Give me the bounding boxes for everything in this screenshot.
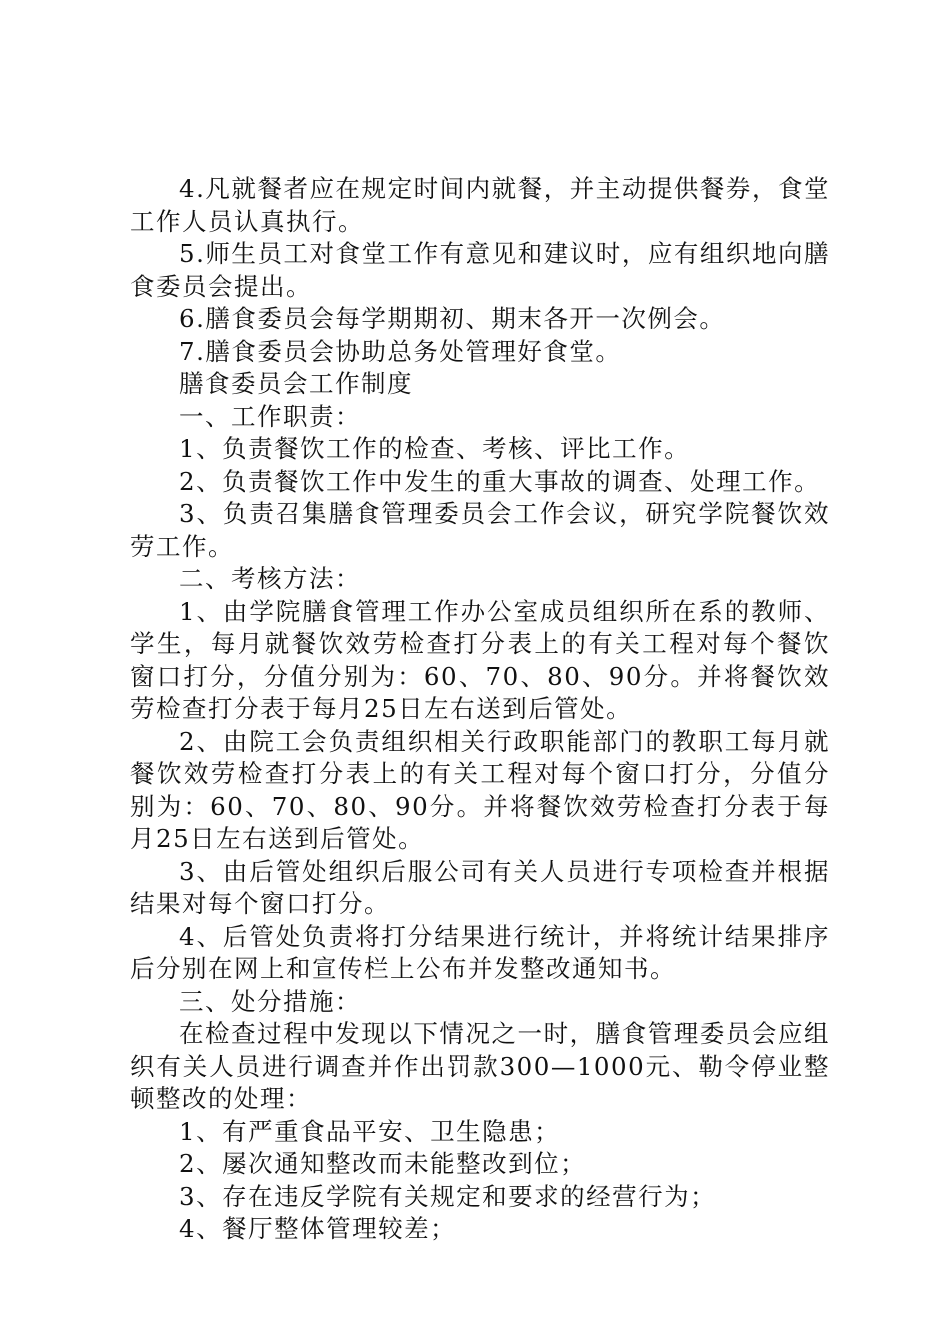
assessment-item-2: 2、由院工会负责组织相关行政职能部门的教职工每月就餐饮效劳检查打分表上的有关工程对每个窗口打分，分值分别为：60、70、80、90分。并将餐饮效劳检查打分表于每月25日左右送到后管处。 <box>130 726 830 853</box>
heading-assessment: 二、考核方法： <box>179 564 361 593</box>
penalty-item-1: 1、有严重食品平安、卫生隐患； <box>179 1116 561 1146</box>
duty-item-1: 1、负责餐饮工作的检查、考核、评比工作。 <box>179 434 691 463</box>
paragraph-rule-5: 5.师生员工对食堂工作有意见和建议时，应有组织地向膳食委员会提出。 <box>130 239 830 301</box>
assessment-item-4: 4、后管处负责将打分结果进行统计，并将统计结果排序后分别在网上和宣传栏上公布并发整改通知书。 <box>130 921 830 983</box>
penalty-item-4: 4、餐厅整体管理较差； <box>179 1214 457 1243</box>
assessment-item-1: 1、由学院膳食管理工作办公室成员组织所在系的教师、学生，每月就餐饮效劳检查打分表上的有关工程对每个餐饮窗口打分，分值分别为：60、70、80、90分。并将餐饮效劳检查打分表于每月25日左右送到后管处。 <box>130 596 830 723</box>
paragraph-rule-6: 6.膳食委员会每学期期初、期末各开一次例会。 <box>179 304 726 333</box>
heading-penalties: 三、处分措施： <box>179 986 361 1016</box>
document-body <box>130 173 830 1246</box>
assessment-item-3: 3、由后管处组织后服公司有关人员进行专项检查并根据结果对每个窗口打分。 <box>130 856 830 918</box>
duty-item-2: 2、负责餐饮工作中发生的重大事故的调查、处理工作。 <box>179 466 821 496</box>
heading-duties: 一、工作职责： <box>179 401 361 431</box>
paragraph-rule-4: 4.凡就餐者应在规定时间内就餐，并主动提供餐券，食堂工作人员认真执行。 <box>130 174 830 236</box>
duty-item-3: 3、负责召集膳食管理委员会工作会议，研究学院餐饮效劳工作。 <box>130 499 830 561</box>
paragraph-rule-7: 7.膳食委员会协助总务处管理好食堂。 <box>179 336 622 366</box>
penalty-intro: 在检查过程中发现以下情况之一时，膳食管理委员会应组织有关人员进行调查并作出罚款300—1000元、勒令停业整顿整改的处理： <box>130 1019 830 1113</box>
section-title: 膳食委员会工作制度 <box>179 369 413 398</box>
penalty-item-2: 2、屡次通知整改而未能整改到位； <box>179 1149 587 1178</box>
penalty-item-3: 3、存在违反学院有关规定和要求的经营行为； <box>179 1181 717 1211</box>
